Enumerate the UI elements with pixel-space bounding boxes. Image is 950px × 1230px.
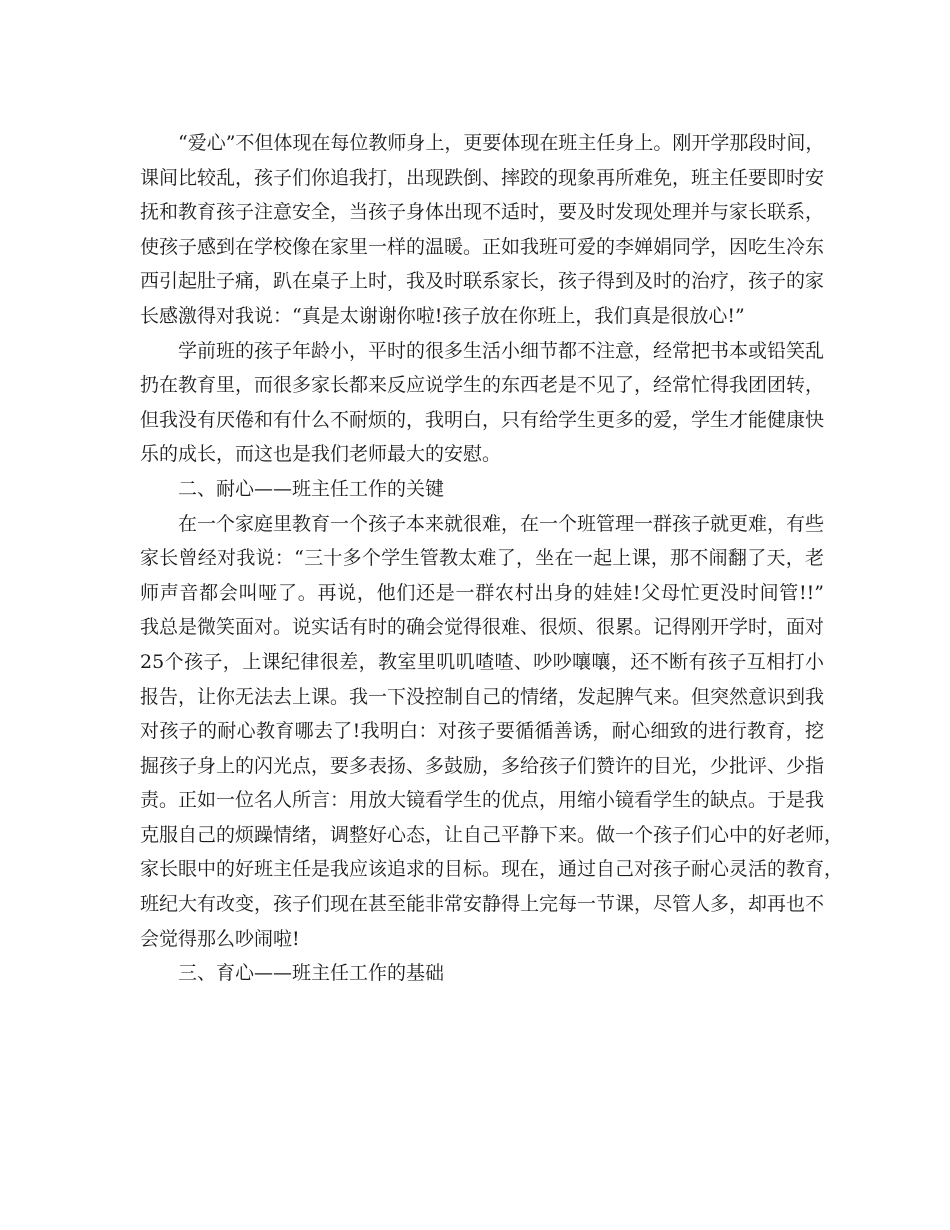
heading-nurture <box>140 956 824 991</box>
heading-patience <box>140 472 824 507</box>
section-heading: 三、育心——班主任工作的基础 <box>178 962 445 985</box>
text-line: 家长眼中的好班主任是我应该追求的目标。现在，通过自己对孩子耐心灵活的教育， <box>140 858 844 881</box>
text-line: 克服自己的烦躁情绪，调整好心态，让自己平静下来。做一个孩子们心中的好老师， <box>140 823 844 846</box>
text-line: 家长曾经对我说：“三十多个学生管教太难了，坐在一起上课，那不闹翻了天，老 <box>140 547 824 570</box>
text-line: 扔在教育里，而很多家长都来反应说学生的东西老是不见了，经常忙得我团团转， <box>140 374 825 397</box>
text-line: 乐的成长，而这也是我们老师最大的安慰。 <box>140 443 502 466</box>
section-heading: 二、耐心——班主任工作的关键 <box>178 477 445 500</box>
text-line: 学前班的孩子年龄小，平时的很多生活小细节都不注意，经常把书本或铅笑乱 <box>178 339 825 362</box>
text-line: 课间比较乱，孩子们你追我打，出现跌倒、摔跤的现象再所难免，班主任要即时安 <box>140 166 825 189</box>
text-line: 我总是微笑面对。说实话有时的确会觉得很难、很烦、很累。记得刚开学时，面对 <box>140 616 825 639</box>
text-line: 在一个家庭里教育一个孩子本来就很难，在一个班管理一群孩子就更难，有些 <box>178 512 825 535</box>
paragraph-love <box>140 126 824 334</box>
text-line: 班纪大有改变，孩子们现在甚至能非常安静得上完每一节课，尽管人多，却再也不 <box>140 893 825 916</box>
text-line: 对孩子的耐心教育哪去了!我明白：对孩子要循循善诱，耐心细致的进行教育，挖 <box>140 720 824 743</box>
text-line: 会觉得那么吵闹啦! <box>140 927 300 950</box>
text-line: 使孩子感到在学校像在家里一样的温暖。正如我班可爱的李婵娟同学，因吃生冷东 <box>140 235 825 258</box>
paragraph-preschool <box>140 334 824 472</box>
text-line: 报告，让你无法去上课。我一下没控制自己的情绪，发起脾气来。但突然意识到我 <box>140 685 825 708</box>
text-line: “爱心”不但体现在每位教师身上，更要体现在班主任身上。刚开学那段时间， <box>178 132 825 154</box>
paragraph-patience <box>140 507 844 957</box>
text-line: 责。正如一位名人所言：用放大镜看学生的优点，用缩小镜看学生的缺点。于是我 <box>140 789 825 812</box>
document-body <box>140 126 844 991</box>
text-line: 抚和教育孩子注意安全，当孩子身体出现不适时，要及时发现处理并与家长联系， <box>140 201 825 224</box>
text-line: 掘孩子身上的闪光点，要多表扬、多鼓励，多给孩子们赞许的目光，少批评、少指 <box>140 754 825 777</box>
text-line: 长感激得对我说：“真是太谢谢你啦!孩子放在你班上，我们真是很放心!” <box>140 304 745 327</box>
text-line: 西引起肚子痛，趴在桌子上时，我及时联系家长，孩子得到及时的治疗，孩子的家 <box>140 270 825 293</box>
text-line: 25个孩子，上课纪律很差，教室里叽叽喳喳、吵吵嚷嚷，还不断有孩子互相打小 <box>140 650 824 673</box>
text-line: 师声音都会叫哑了。再说，他们还是一群农村出身的娃娃!父母忙更没时间管!!” <box>140 581 824 604</box>
text-line: 但我没有厌倦和有什么不耐烦的，我明白，只有给学生更多的爱，学生才能健康快 <box>140 408 825 431</box>
